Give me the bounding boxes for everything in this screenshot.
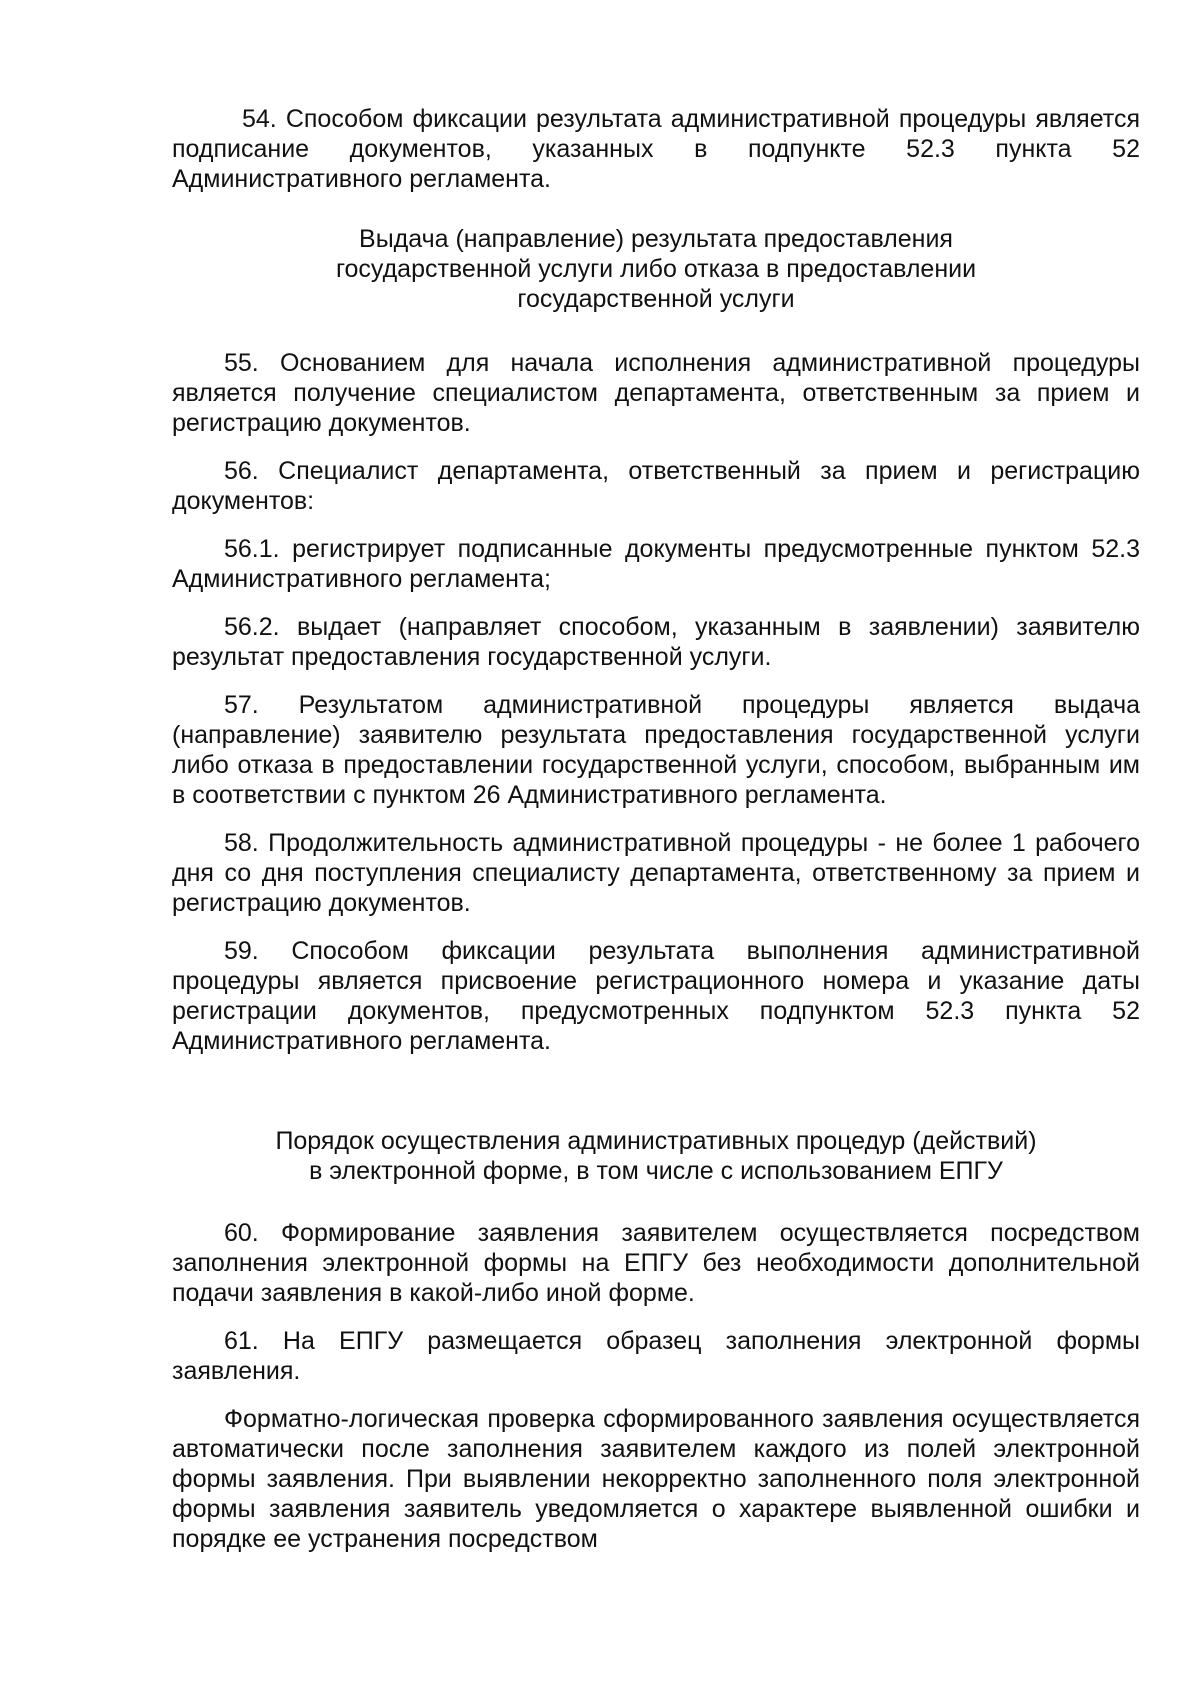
paragraph-60: 60. Формирование заявления заявителем осуществляется посредством заполнения электронной формы на ЕПГУ без необходимости дополнительной подачи заявления в какой-либо иной форме. — [172, 1219, 1140, 1307]
paragraph-56: 56. Специалист департамента, ответственный за прием и регистрацию документов: — [172, 457, 1140, 515]
section-heading-line: Порядок осуществления административных процедур (действий) — [275, 1127, 1037, 1155]
paragraph-61-continuation: Форматно-логическая проверка сформированного заявления осуществляется автоматически после заполнения заявителем каждого из полей электронной формы заявления. При выявлении некорректно заполненного поля электронной формы заявления заявитель уведомляется о характере выявленной ошибки и порядке ее устранения посредством — [172, 1405, 1140, 1553]
section-heading-issuance — [172, 224, 1140, 314]
paragraph-55: 55. Основанием для начала исполнения административной процедуры является получение специалистом департамента, ответственным за прием и регистрацию документов. — [172, 349, 1140, 437]
section-heading-line: в электронной форме, в том числе с использованием ЕПГУ — [309, 1157, 1003, 1185]
paragraph-59: 59. Способом фиксации результата выполнения административной процедуры является присвоение регистрационного номера и указание даты регистрации документов, предусмотренных подпунктом 52.3 пункта 52 Административного регламента. — [172, 937, 1140, 1055]
section-heading-line: государственной услуги либо отказа в предоставлении — [335, 255, 977, 283]
paragraph-58: 58. Продолжительность административной процедуры - не более 1 рабочего дня со дня поступления специалисту департамента, ответственному за прием и регистрацию документов. — [172, 829, 1140, 917]
section-heading-line: государственной услуги — [517, 285, 795, 313]
document-body — [172, 104, 1140, 1572]
section-heading-electronic — [172, 1126, 1140, 1186]
paragraph-61: 61. На ЕПГУ размещается образец заполнения электронной формы заявления. — [172, 1327, 1140, 1385]
paragraph-54: 54. Способом фиксации результата административной процедуры является подписание документов, указанных в подпункте 52.3 пункта 52 Административного регламента. — [172, 105, 1140, 193]
paragraph-56-2: 56.2. выдает (направляет способом, указанным в заявлении) заявителю результат предоставления государственной услуги. — [172, 613, 1140, 671]
section-heading-line: Выдача (направление) результата предоставления — [359, 225, 953, 253]
paragraph-57: 57. Результатом административной процедуры является выдача (направление) заявителю результата предоставления государственной услуги либо отказа в предоставлении государственной услуги, способом, выбранным им в соответствии с пунктом 26 Административного регламента. — [172, 691, 1140, 809]
paragraph-56-1: 56.1. регистрирует подписанные документы предусмотренные пунктом 52.3 Административного регламента; — [172, 535, 1140, 593]
